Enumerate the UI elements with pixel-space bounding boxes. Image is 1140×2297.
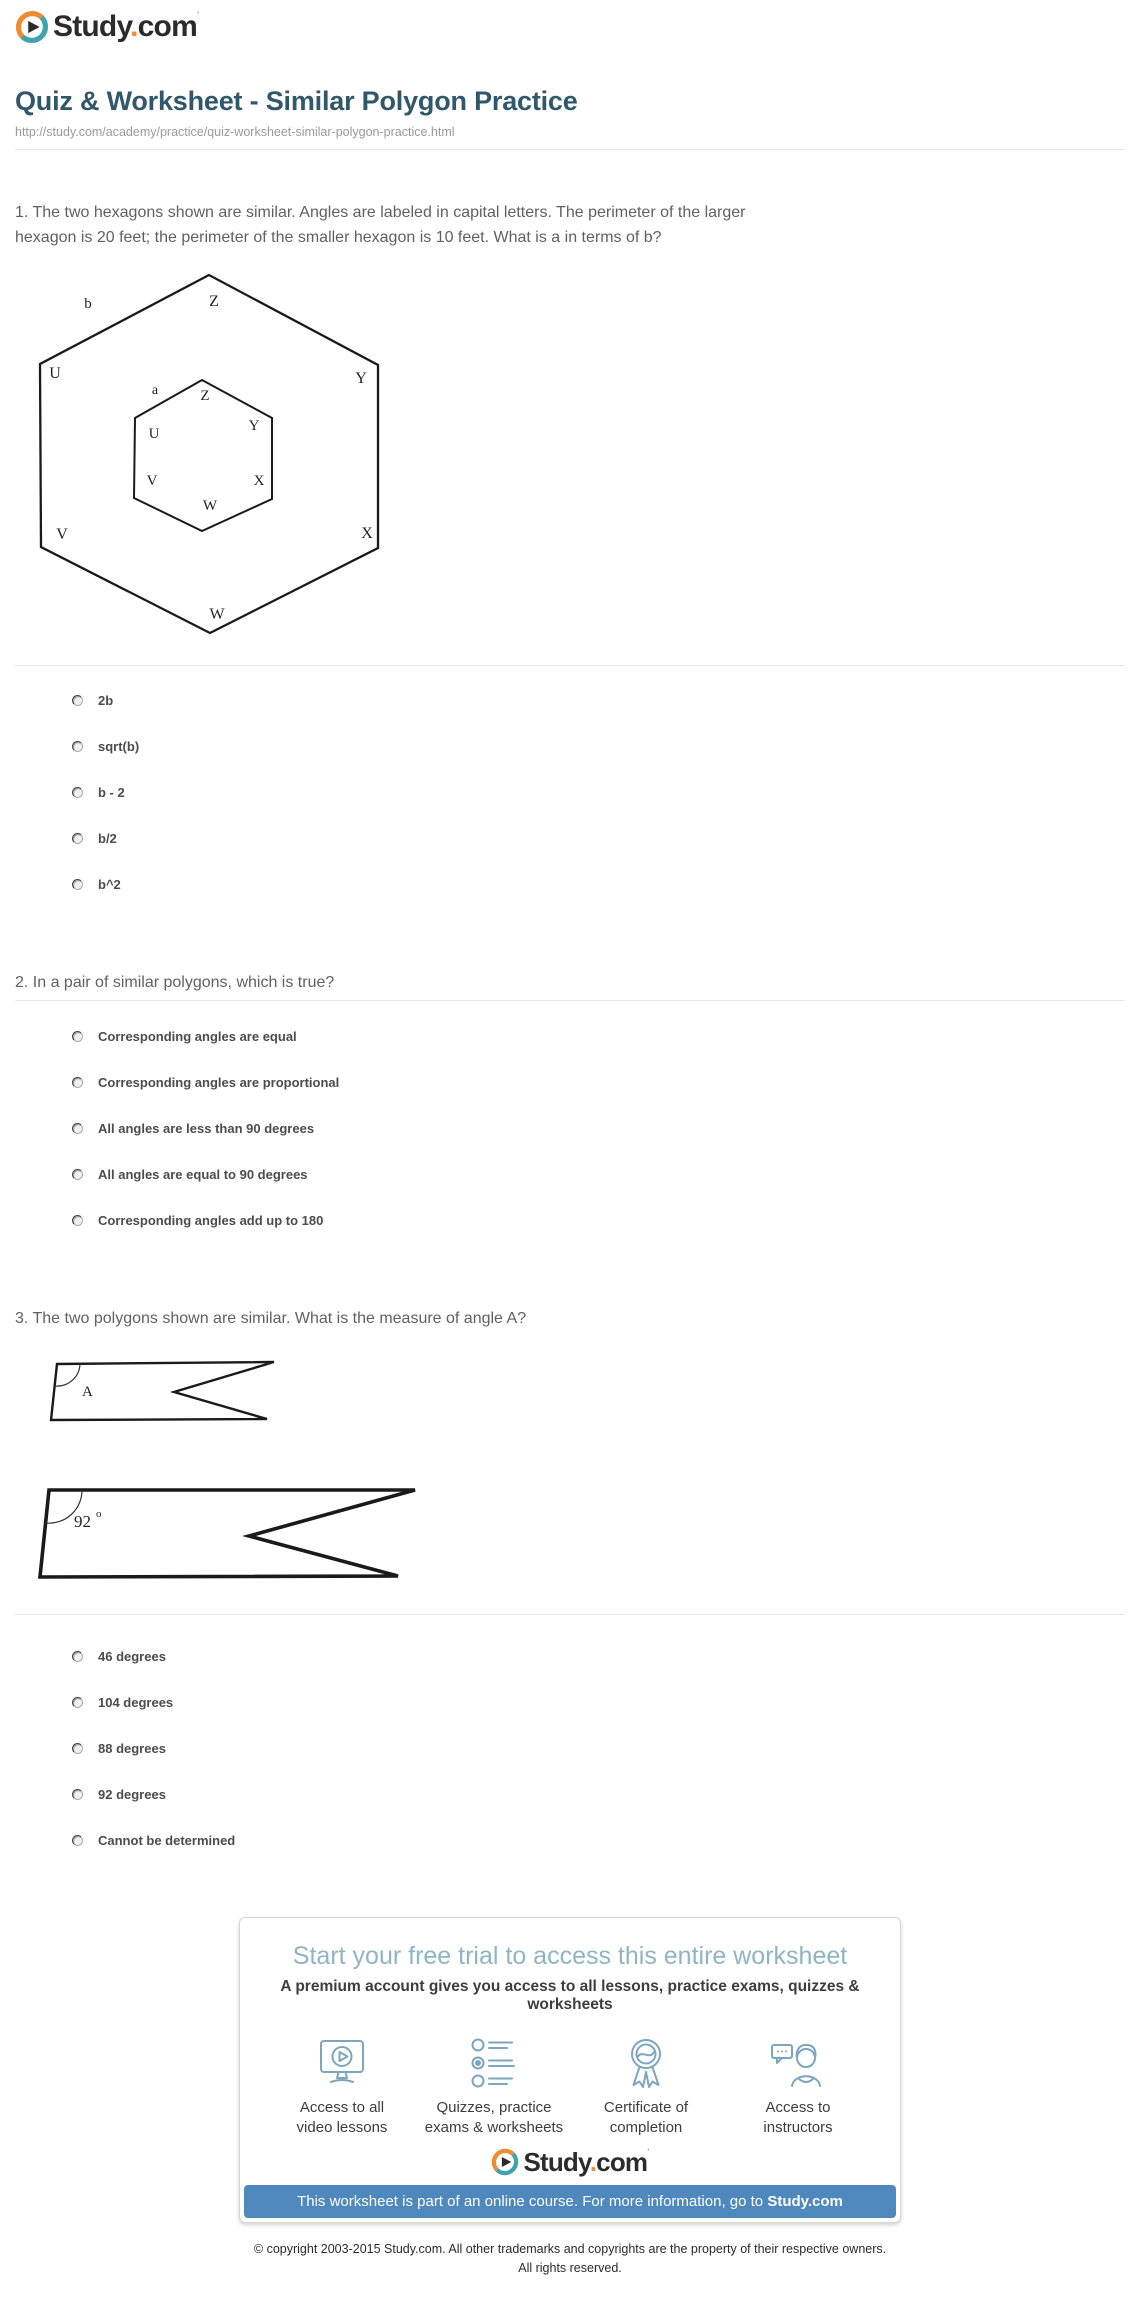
radio-button[interactable]	[72, 1169, 83, 1180]
option-label: sqrt(b)	[98, 739, 140, 755]
studycom-logo[interactable]	[15, 10, 198, 44]
certificate-icon	[618, 2035, 674, 2091]
trial-title: Start your free trial to access this entire worksheet	[292, 1942, 848, 1971]
option-row	[15, 1197, 1125, 1243]
option-row	[15, 1151, 1125, 1197]
radio-button[interactable]	[72, 741, 83, 752]
page-url: http://study.com/academy/practice/quiz-worksheet-similar-polygon-practice.html	[15, 125, 455, 140]
option-row	[15, 724, 1125, 770]
feature-label: Access to instructors	[763, 2098, 833, 2137]
option-row	[15, 770, 1125, 816]
divider	[15, 1000, 1125, 1001]
option-row	[15, 1679, 1125, 1725]
option-row	[15, 862, 1125, 908]
option-label: b/2	[98, 831, 117, 847]
site-header	[15, 8, 1125, 46]
inner-side-label: a	[151, 382, 159, 398]
radio-button[interactable]	[72, 1651, 83, 1662]
outer-vertex-label: V	[56, 525, 68, 543]
option-row	[15, 816, 1125, 862]
question-2-text: 2. In a pair of similar polygons, which is true?	[15, 973, 335, 991]
option-label: 88 degrees	[98, 1740, 166, 1756]
option-row	[15, 1059, 1125, 1105]
hexagon-diagram	[15, 270, 405, 655]
play-icon	[502, 2157, 511, 2167]
option-label: Corresponding angles are proportional	[98, 1074, 340, 1090]
feature-label: Quizzes, practice exams & worksheets	[424, 2098, 564, 2137]
option-label: Cannot be determined	[98, 1832, 236, 1848]
feature-quizzes	[418, 2036, 570, 2139]
option-row	[15, 1817, 1125, 1863]
option-label: 104 degrees	[98, 1694, 174, 1710]
outer-vertex-label: Y	[355, 369, 367, 387]
option-label: 2b	[98, 693, 114, 709]
angle-92-label: 92	[74, 1512, 91, 1532]
banner-text: This worksheet is part of an online course. For more information, go to	[297, 2193, 768, 2211]
divider	[15, 1614, 1125, 1615]
video-monitor-icon	[314, 2037, 370, 2089]
feature-label: Access to all video lessons	[296, 2098, 388, 2137]
radio-button[interactable]	[72, 1697, 83, 1708]
feature-video-lessons	[266, 2036, 418, 2139]
option-row	[15, 1633, 1125, 1679]
outer-vertex-label: X	[361, 524, 373, 542]
angle-arc	[55, 1364, 80, 1386]
play-icon	[28, 21, 39, 33]
inner-vertex-label: W	[202, 497, 218, 514]
large-flag-polygon	[40, 1490, 415, 1577]
inner-vertex-label: Y	[248, 417, 260, 434]
feature-label: Certificate of completion	[603, 2098, 689, 2137]
trial-subtitle: A premium account gives you access to all lessons, practice exams, quizzes & worksheets	[280, 1977, 860, 2013]
outer-vertex-label: U	[49, 364, 61, 382]
radio-button[interactable]	[72, 1743, 83, 1754]
option-label: 46 degrees	[98, 1648, 166, 1664]
feature-list	[240, 2036, 900, 2139]
radio-button[interactable]	[72, 1077, 83, 1088]
option-row	[15, 678, 1125, 724]
outer-vertex-label: Z	[209, 292, 219, 310]
banner-brand-link[interactable]: Study.com	[767, 2193, 843, 2211]
question-3-text: 3. The two polygons shown are similar. What is the measure of angle A?	[15, 1310, 527, 1328]
question-1-text: 1. The two hexagons shown are similar. Angles are labeled in capital letters. The perimeter of the larger hexagon is 20 feet; the perimeter of the smaller hexagon is 10 feet. What is a in terms of b?	[15, 204, 746, 246]
option-label: All angles are equal to 90 degrees	[98, 1166, 308, 1182]
radio-button[interactable]	[72, 833, 83, 844]
divider	[15, 665, 1125, 666]
option-label: b^2	[98, 877, 121, 893]
question-3-options	[15, 1633, 1125, 1863]
radio-button[interactable]	[72, 1835, 83, 1846]
divider	[15, 149, 1125, 150]
inner-vertex-label: V	[146, 472, 158, 489]
studycom-logo-icon	[15, 10, 49, 44]
radio-button[interactable]	[72, 1031, 83, 1042]
inner-vertex-label: U	[148, 425, 160, 442]
radio-button[interactable]	[72, 1123, 83, 1134]
question-1-options	[15, 678, 1125, 908]
small-flag-polygon-diagram	[40, 1353, 290, 1433]
studycom-logo-icon	[491, 2148, 519, 2176]
outer-side-label: b	[84, 295, 92, 312]
feature-certificate	[570, 2036, 722, 2139]
copyright-notice: © copyright 2003-2015 Study.com. All other trademarks and copyrights are the property of their respective owners. All rights reserved.	[253, 2242, 887, 2275]
option-label: Corresponding angles are equal	[98, 1028, 297, 1044]
angle-a-label: A	[82, 1384, 93, 1401]
option-row	[15, 1725, 1125, 1771]
studycom-logo-footer[interactable]	[240, 2148, 900, 2176]
feature-instructors	[722, 2036, 874, 2139]
radio-button[interactable]	[72, 1789, 83, 1800]
option-label: All angles are less than 90 degrees	[98, 1120, 315, 1136]
radio-button[interactable]	[72, 1215, 83, 1226]
large-flag-polygon-diagram	[30, 1483, 430, 1583]
course-info-banner	[244, 2185, 896, 2218]
studycom-logo-text: Study.com'	[53, 10, 199, 43]
outer-hexagon	[40, 275, 378, 633]
degree-mark: o	[96, 1508, 102, 1521]
outer-vertex-label: W	[209, 605, 225, 623]
option-label: Corresponding angles add up to 180	[98, 1212, 324, 1228]
inner-vertex-label: Z	[200, 387, 210, 404]
quiz-list-icon	[466, 2036, 522, 2090]
option-row	[15, 1771, 1125, 1817]
option-label: 92 degrees	[98, 1786, 166, 1802]
radio-button[interactable]	[72, 879, 83, 890]
option-label: b - 2	[98, 785, 125, 801]
studycom-logo-text: Study.com'	[523, 2146, 649, 2177]
page-title: Quiz & Worksheet - Similar Polygon Practice	[15, 86, 578, 116]
option-row	[15, 1013, 1125, 1059]
instructors-icon	[770, 2036, 826, 2090]
option-row	[15, 1105, 1125, 1151]
free-trial-card	[239, 1917, 901, 2223]
radio-button[interactable]	[72, 787, 83, 798]
question-2-options	[15, 1013, 1125, 1243]
inner-vertex-label: X	[253, 472, 265, 489]
radio-button[interactable]	[72, 695, 83, 706]
